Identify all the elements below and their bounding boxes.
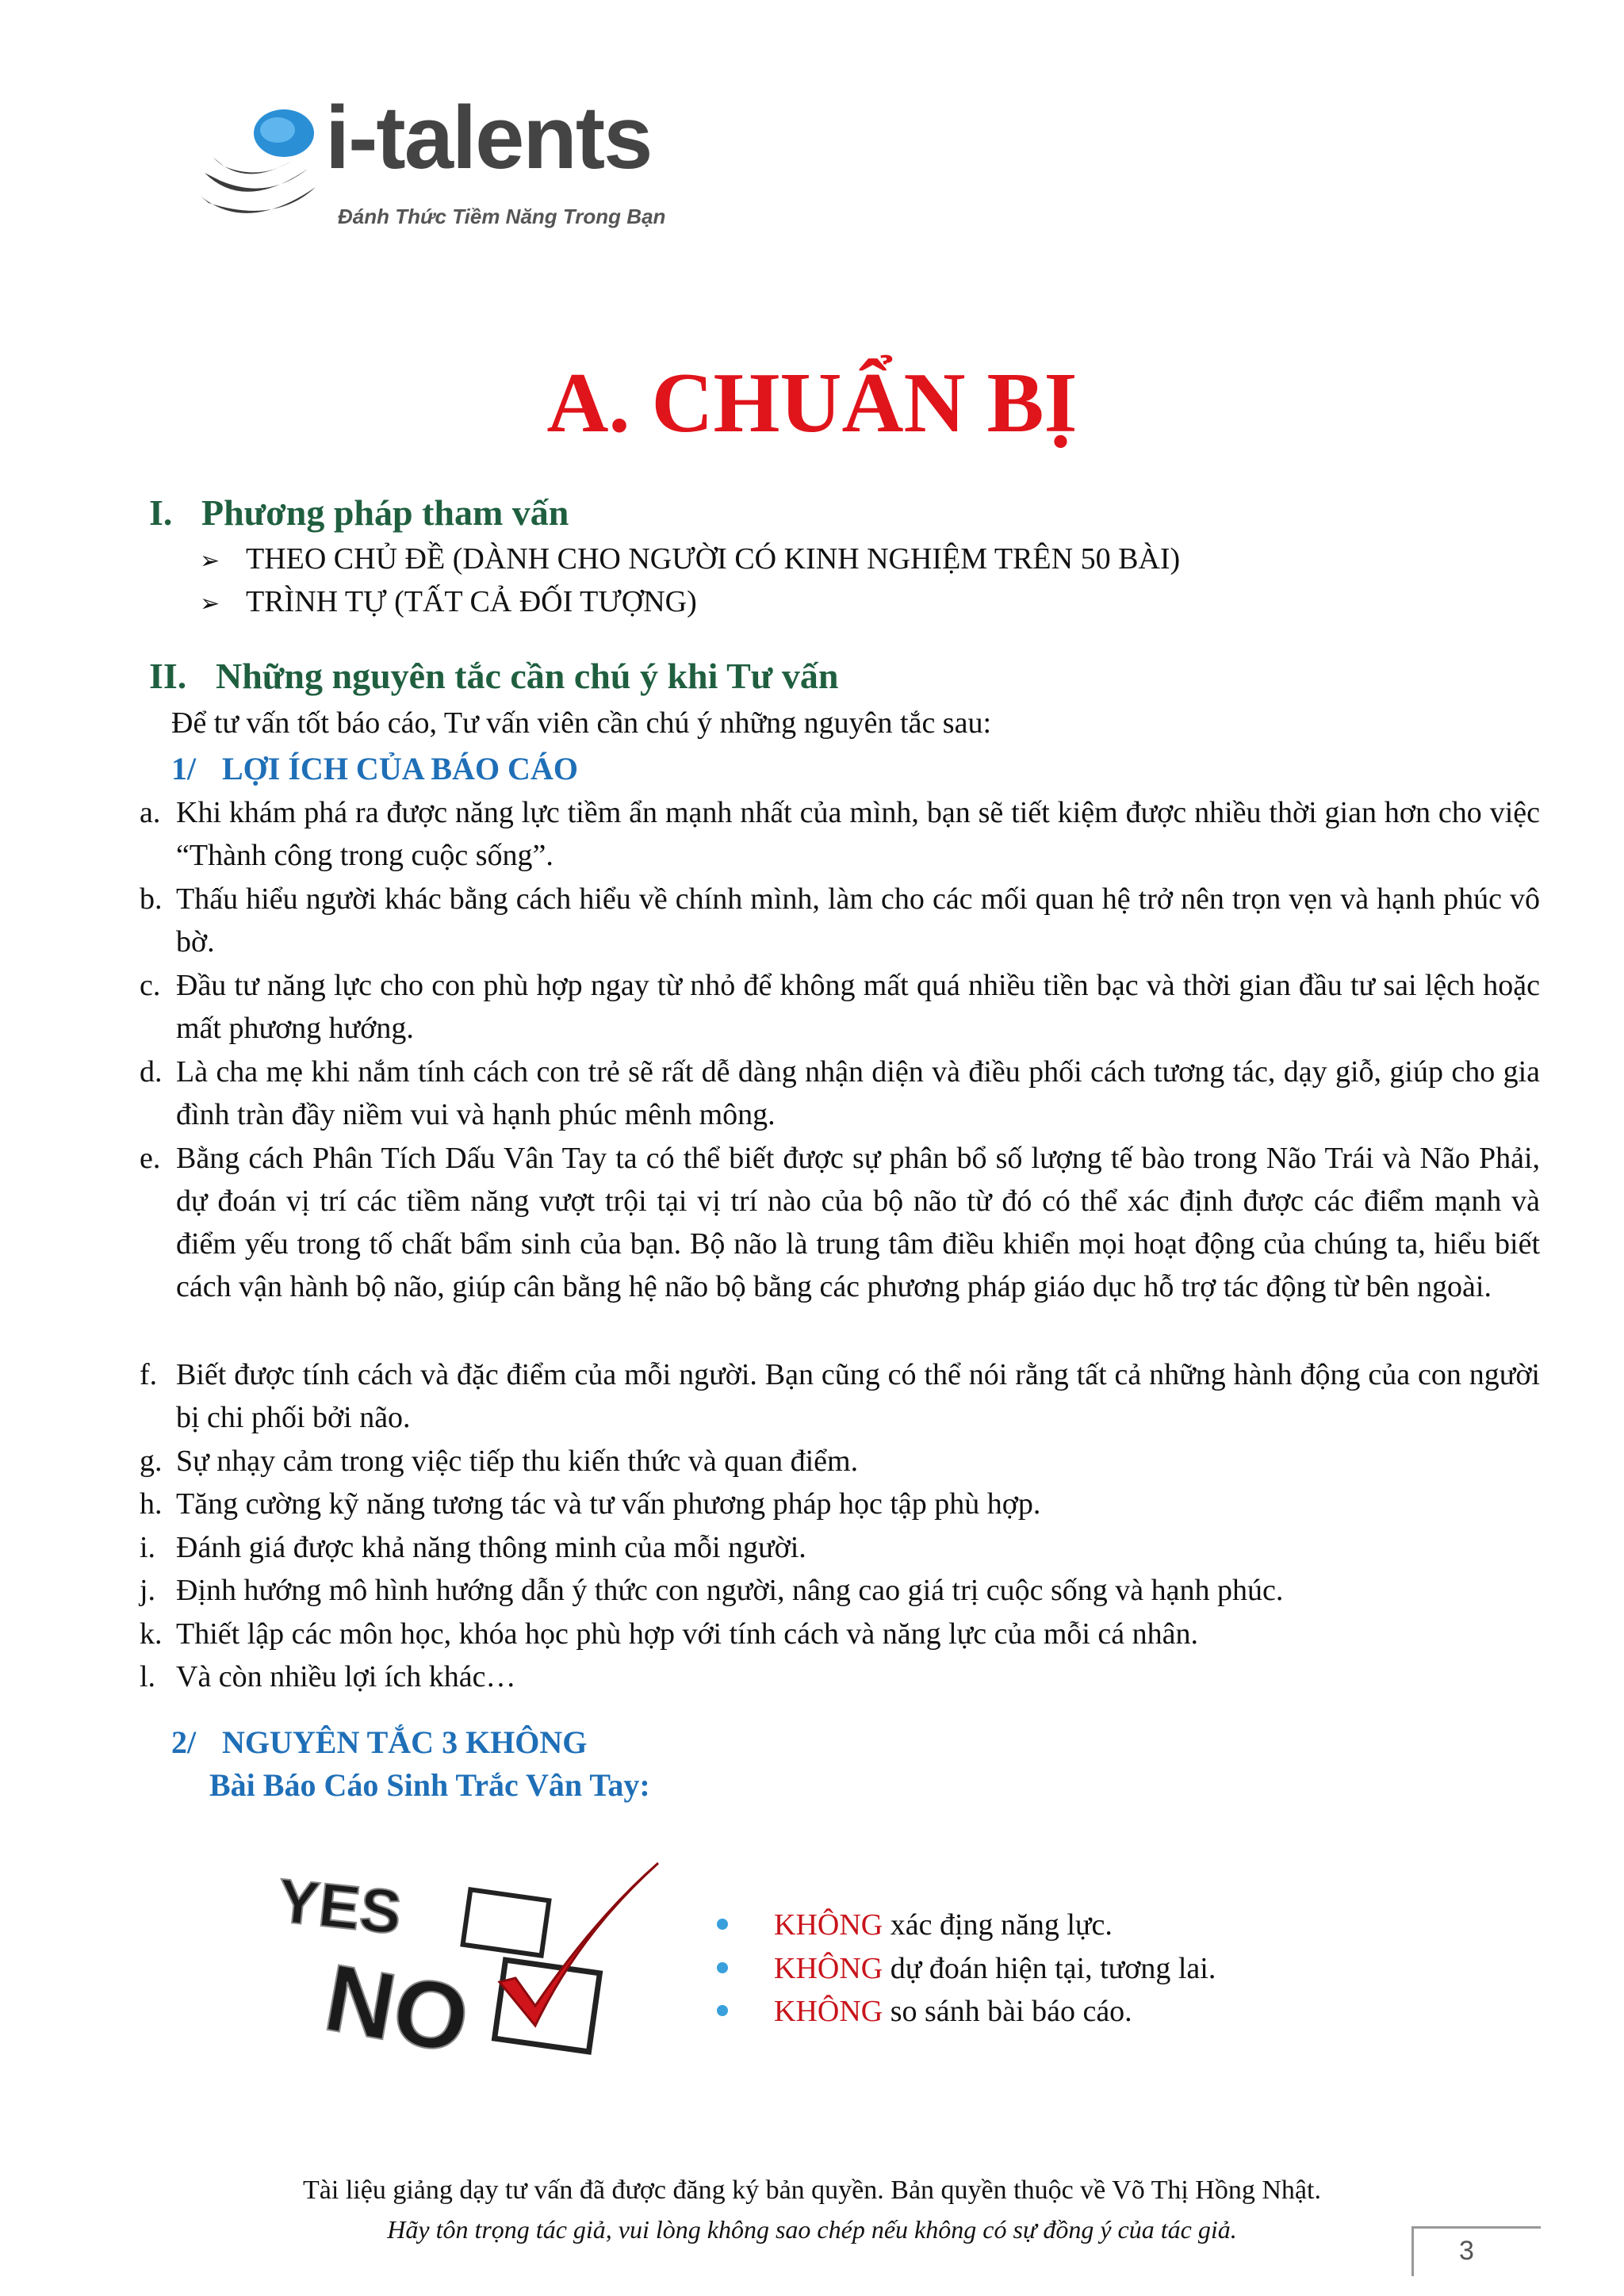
list-item-label: b. [140, 882, 163, 916]
principle-item [717, 1994, 1132, 2029]
list-item [140, 878, 1540, 963]
logo-brand: i-talents [325, 88, 652, 187]
section-1-heading [149, 492, 569, 534]
list-item-label: f. [140, 1358, 158, 1391]
subsection-2-number: 2/ [171, 1724, 197, 1760]
list-item-text: Và còn nhiều lợi ích khác… [176, 1660, 516, 1693]
yes-checkbox [463, 1889, 550, 1955]
principle-keyword: KHÔNG [774, 1952, 883, 1985]
list-item [140, 791, 1540, 877]
subsection-2-heading [171, 1724, 587, 1761]
list-item-label: a. [140, 796, 161, 829]
principle-keyword: KHÔNG [774, 1908, 883, 1942]
arrow-bullet-icon: ➢ [200, 591, 220, 617]
yes-label: YES [274, 1865, 405, 1948]
bullet-dot-icon [717, 2005, 728, 2016]
section-1-number: I. [149, 492, 173, 533]
subsection-2-subheading: Bài Báo Cáo Sinh Trắc Vân Tay: [209, 1767, 650, 1803]
list-item [140, 1569, 1540, 1612]
arrow-bullet-icon: ➢ [200, 548, 220, 574]
section-1-item-text: TRÌNH TỰ (TẤT CẢ ĐỐI TƯỢNG) [246, 585, 697, 618]
principle-text: xác địng năng lực. [883, 1908, 1113, 1942]
logo-swoosh-icon [189, 94, 331, 236]
section-2-number: II. [149, 656, 187, 696]
list-item [140, 1353, 1540, 1439]
bullet-dot-icon [717, 1962, 728, 1973]
footer-copyright: Tài liệu giảng dạy tư vấn đã được đăng ký bản quyền. Bản quyền thuộc về Võ Thị Hồng Nhật. [303, 2175, 1321, 2205]
list-item-label: i. [140, 1531, 156, 1564]
list-item-text: Đánh giá được khả năng thông minh của mỗi người. [176, 1531, 806, 1564]
list-item [140, 1483, 1540, 1525]
list-item [140, 1526, 1540, 1569]
list-item [140, 1137, 1540, 1308]
list-item-label: h. [140, 1487, 163, 1521]
list-item-text: Là cha mẹ khi nắm tính cách con trẻ sẽ rất dễ dàng nhận diện và điều phối cách tương tác, dạy giỗ, giúp cho gia đình tràn đầy niềm vui và hạnh phúc mênh mông. [176, 1055, 1540, 1131]
list-item-text: Bằng cách Phân Tích Dấu Vân Tay ta có thể biết được sự phân bổ số lượng tế bào trong Não Trái và Não Phải, dự đoán vị trí các tiềm năng vượt trội tại vị trí nào của bộ não từ đó có thể xác định được các điểm mạnh và điểm yếu trong tố chất bẩm sinh của bạn. Bộ não là trung tâm điều khiển mọi hoạt động của chúng ta, hiểu biết cách vận hành bộ não, giúp cân bằng hệ não bộ bằng các phương pháp giáo dục hỗ trợ tác động từ bên ngoài. [176, 1142, 1540, 1303]
section-1-item [200, 541, 1180, 576]
section-2-heading [149, 655, 838, 697]
page-number-box [1411, 2226, 1541, 2276]
section-2-title: Những nguyên tắc cần chú ý khi Tư vấn [216, 656, 839, 696]
list-item [140, 1613, 1540, 1655]
logo-tagline: Đánh Thức Tiềm Năng Trong Bạn [338, 205, 666, 228]
principle-text: dự đoán hiện tại, tương lai. [883, 1952, 1216, 1985]
subsection-1-title: LỢI ÍCH CỦA BÁO CÁO [222, 751, 578, 786]
list-item-text: Thấu hiểu người khác bằng cách hiểu về chính mình, làm cho các mối quan hệ trở nên trọn vẹn và hạnh phúc vô bờ. [176, 882, 1540, 959]
list-item-label: l. [140, 1660, 156, 1693]
subsection-1-heading [171, 750, 578, 787]
page-title: A. CHUẨN BỊ [546, 356, 1078, 450]
section-1-item [200, 584, 697, 619]
subsection-2-title: NGUYÊN TẮC 3 KHÔNG [222, 1724, 588, 1760]
list-item-label: j. [140, 1574, 156, 1607]
list-item-text: Tăng cường kỹ năng tương tác và tư vấn phương pháp học tập phù hợp. [176, 1487, 1041, 1521]
principle-item [717, 1951, 1216, 1986]
list-item-label: c. [140, 969, 161, 1002]
bullet-dot-icon [717, 1919, 728, 1930]
footer-notice: Hãy tôn trọng tác giả, vui lòng không sao chép nếu không có sự đồng ý của tác giả. [387, 2215, 1237, 2244]
section-1-title: Phương pháp tham vấn [201, 492, 569, 533]
principle-item [717, 1908, 1113, 1942]
section-1-item-text: THEO CHỦ ĐỀ (DÀNH CHO NGƯỜI CÓ KINH NGHIỆM TRÊN 50 BÀI) [246, 542, 1181, 576]
page-number: 3 [1459, 2236, 1474, 2266]
list-item-label: g. [140, 1445, 163, 1478]
list-item-text: Định hướng mô hình hướng dẫn ý thức con người, nâng cao giá trị cuộc sống và hạnh phúc. [176, 1574, 1284, 1607]
list-item [140, 1440, 1540, 1483]
list-item-text: Sự nhạy cảm trong việc tiếp thu kiến thức và quan điểm. [176, 1445, 859, 1478]
principle-keyword: KHÔNG [774, 1995, 883, 2028]
list-item [140, 964, 1540, 1050]
list-item-label: k. [140, 1617, 163, 1651]
list-item [140, 1050, 1540, 1136]
list-item-text: Thiết lập các môn học, khóa học phù hợp với tính cách và năng lực của mỗi cá nhân. [176, 1617, 1199, 1651]
principle-text: so sánh bài báo cáo. [883, 1995, 1132, 2028]
list-item [140, 1655, 1540, 1698]
no-checkbox [495, 1960, 600, 2052]
subsection-1-number: 1/ [171, 751, 197, 786]
list-item-label: d. [140, 1055, 163, 1089]
list-item-label: e. [140, 1142, 161, 1175]
list-item-text: Biết được tính cách và đặc điểm của mỗi người. Bạn cũng có thể nói rằng tất cả những hành động của con người bị chi phối bởi não. [176, 1358, 1540, 1434]
list-item-text: Khi khám phá ra được năng lực tiềm ẩn mạnh nhất của mình, bạn sẽ tiết kiệm được nhiều thời gian hơn cho việc “Thành công trong cuộc sống”. [176, 796, 1540, 872]
yes-no-checkbox-image [262, 1847, 706, 2085]
list-item-text: Đầu tư năng lực cho con phù hợp ngay từ nhỏ để không mất quá nhiều tiền bạc và thời gian đầu tư sai lệch hoặc mất phương hướng. [176, 969, 1540, 1045]
no-label: NO [317, 1944, 477, 2074]
section-2-intro: Để tư vấn tốt báo cáo, Tư vấn viên cần chú ý những nguyên tắc sau: [171, 706, 992, 740]
